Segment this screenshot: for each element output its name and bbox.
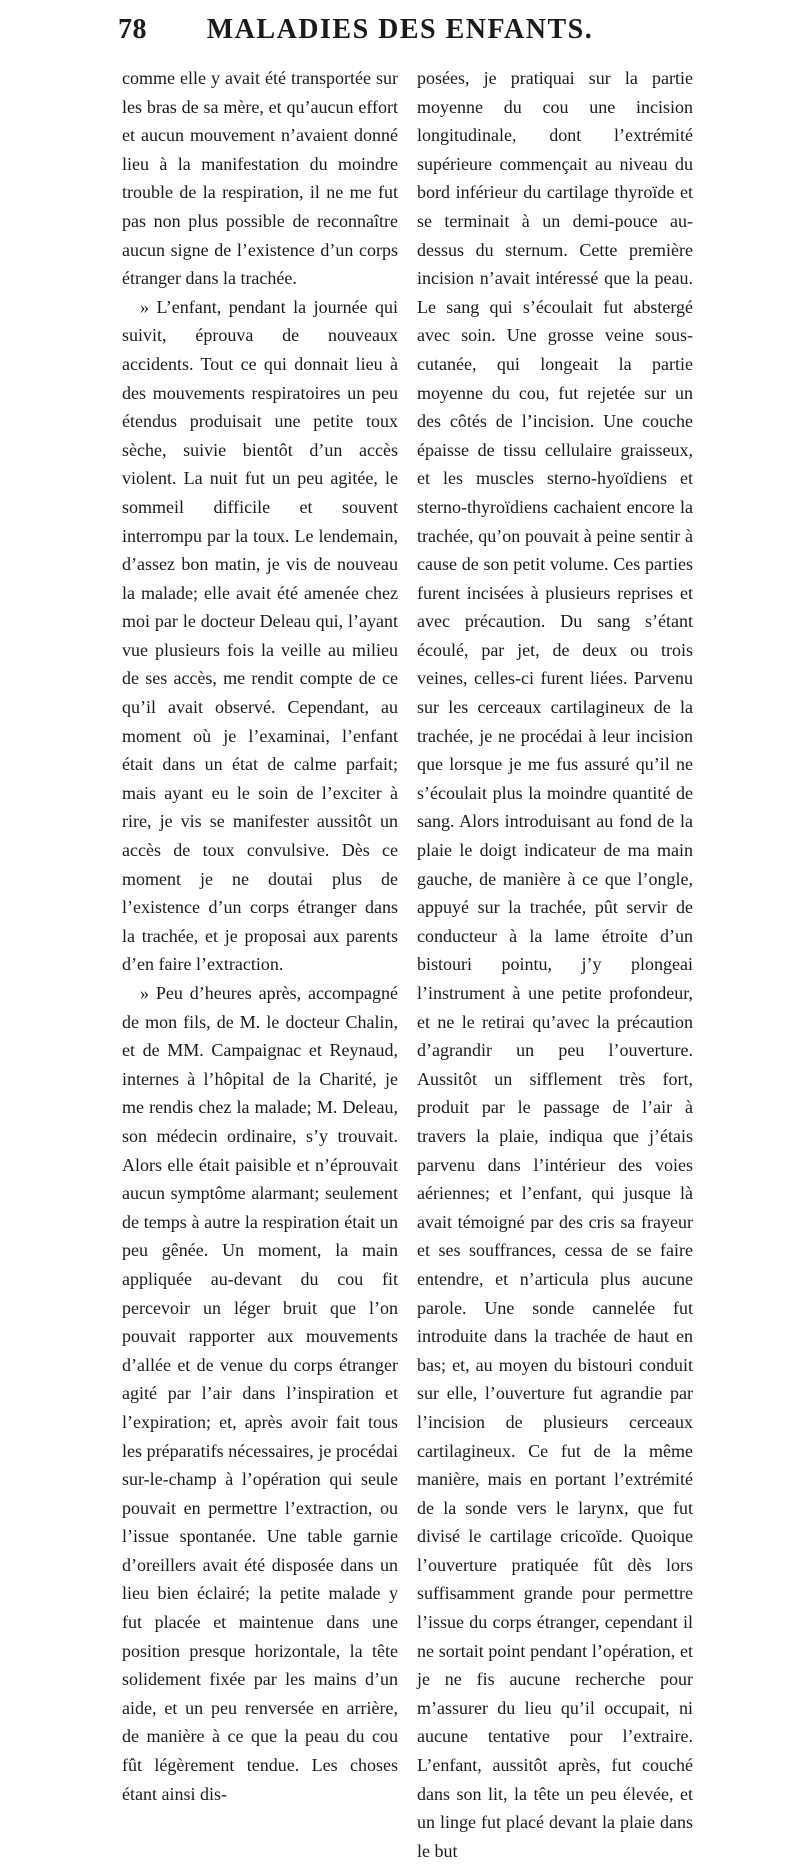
paragraph: comme elle y avait été transportée sur les bras de sa mère, et qu’aucun effort et aucun mouvement n’avaient donné lieu à la manifestation du moindre trouble de la respiration, il ne me fut pas non plus possible de reconnaître aucun signe de l’existence d’un corps étranger dans la trachée.	[122, 68, 398, 289]
paragraph: » L’enfant, pendant la journée qui suivit, éprouva de nouveaux accidents. Tout ce qui donnait lieu à des mouvements respiratoires un peu étendus produisait une petite toux sèche, suivie bientôt d’un accès violent. La nuit fut un peu agitée, le sommeil difficile et souvent interrompu par la toux. Le lendemain, d’assez bon matin, je vis de nouveau la malade; elle avait été amenée chez moi par le docteur Deleau qui, l’ayant vue plusieurs fois la veille au milieu de ses accès, me rendit compte de ce qu’il avait observé. Cependant, au moment où je l’examinai, l’enfant était dans un état de calme parfait; mais ayant eu le soin de l’exciter à rire, je vis se manifester aussitôt un accès de toux convulsive. Dès ce moment je ne doutai plus de l’existence d’un corps étranger dans la trachée, et je proposai aux parents d’en faire l’extraction.	[122, 296, 398, 975]
page-number: 78	[118, 14, 147, 45]
right-text-column	[417, 64, 693, 1865]
running-title: MALADIES DES ENFANTS.	[206, 14, 594, 45]
paragraph: » Peu d’heures après, accompagné de mon fils, de M. le docteur Chalin, et de MM. Campaignac et Reynaud, internes à l’hôpital de la Charité, je me rendis chez la malade; M. Deleau, son médecin ordinaire, s’y trouvait. Alors elle était paisible et n’éprouvait aucun symptôme alarmant; seulement de temps à autre la respiration était un peu gênée. Un moment, la main appliquée au-devant du cou fit percevoir un léger bruit que l’on pouvait rapporter aux mouvements d’allée et de venue du corps étranger agité par l’air dans l’inspiration et l’expiration; et, après avoir fait tous les préparatifs nécessaires, je procédai sur-le-champ à l’opération qui seule pouvait en permettre l’extraction, ou l’issue spontanée. Une table garnie d’oreillers avait été disposée dans un lieu bien éclairé; la petite malade y fut placée et maintenue dans une position presque horizontale, la tête solidement fixée par les mains d’un aide, et un peu renversée en arrière, de manière à ce que la peau du cou fût légèrement tendue. Les choses étant ainsi dis-	[122, 983, 398, 1804]
left-text-column	[122, 64, 398, 1808]
paragraph: posées, je pratiquai sur la partie moyenne du cou une incision longitudinale, dont l’extrémité supérieure commençait au niveau du bord inférieur du cartilage thyroïde et se terminait à un demi-pouce au-dessus du sternum. Cette première incision n’avait intéressé que la peau. Le sang qui s’écoulait fut abstergé avec soin. Une grosse veine sous-cutanée, qui longeait la partie moyenne du cou, fut rejetée sur un des côtés de l’incision. Une couche épaisse de tissu cellulaire graisseux, et les muscles sterno-hyoïdiens et sterno-thyroïdiens cachaient encore la trachée, qu’on pouvait à peine sentir à cause de son petit volume. Ces parties furent incisées à plusieurs reprises et avec précaution. Du sang s’étant écoulé, par jet, de deux ou trois veines, celles-ci furent liées. Parvenu sur les cerceaux cartilagineux de la trachée, je ne procédai à leur incision que lorsque je me fus assuré qu’il ne s’écoulait plus la moindre quantité de sang. Alors introduisant au fond de la plaie le doigt indicateur de ma main gauche, de manière à ce que l’ongle, appuyé sur la trachée, pût servir de conducteur à la lame étroite d’un bistouri pointu, j’y plongeai l’instrument à une petite profondeur, et ne le retirai qu’avec la précaution d’agrandir un peu l’ouverture. Aussitôt un sifflement très fort, produit par le passage de l’air à travers la plaie, indiqua que j’étais parvenu dans l’intérieur des voies aériennes; et l’enfant, qui jusque là avait témoigné par des cris sa frayeur et ses souffrances, cessa de se faire entendre, et n’articula plus aucune parole. Une sonde cannelée fut introduite dans la trachée de haut en bas; et, au moyen du bistouri conduit sur elle, l’ouverture fut agrandie par l’incision de plusieurs cerceaux cartilagineux. Ce fut de la même manière, mais en portant l’extrémité de la sonde vers le larynx, que fut divisé le cartilage cricoïde. Quoique l’ouverture pratiquée fût dès lors suffisamment grande pour permettre l’issue du corps étranger, cependant il ne sortait point pendant l’opération, et je ne fis aucune recherche pour m’assurer du lieu qu’il occupait, ni aucune tentative pour l’extraire. L’enfant, aussitôt après, fut couché dans son lit, la tête un peu élevée, et un linge fut placé devant la plaie dans le but	[417, 68, 693, 1861]
page-header	[0, 14, 800, 56]
